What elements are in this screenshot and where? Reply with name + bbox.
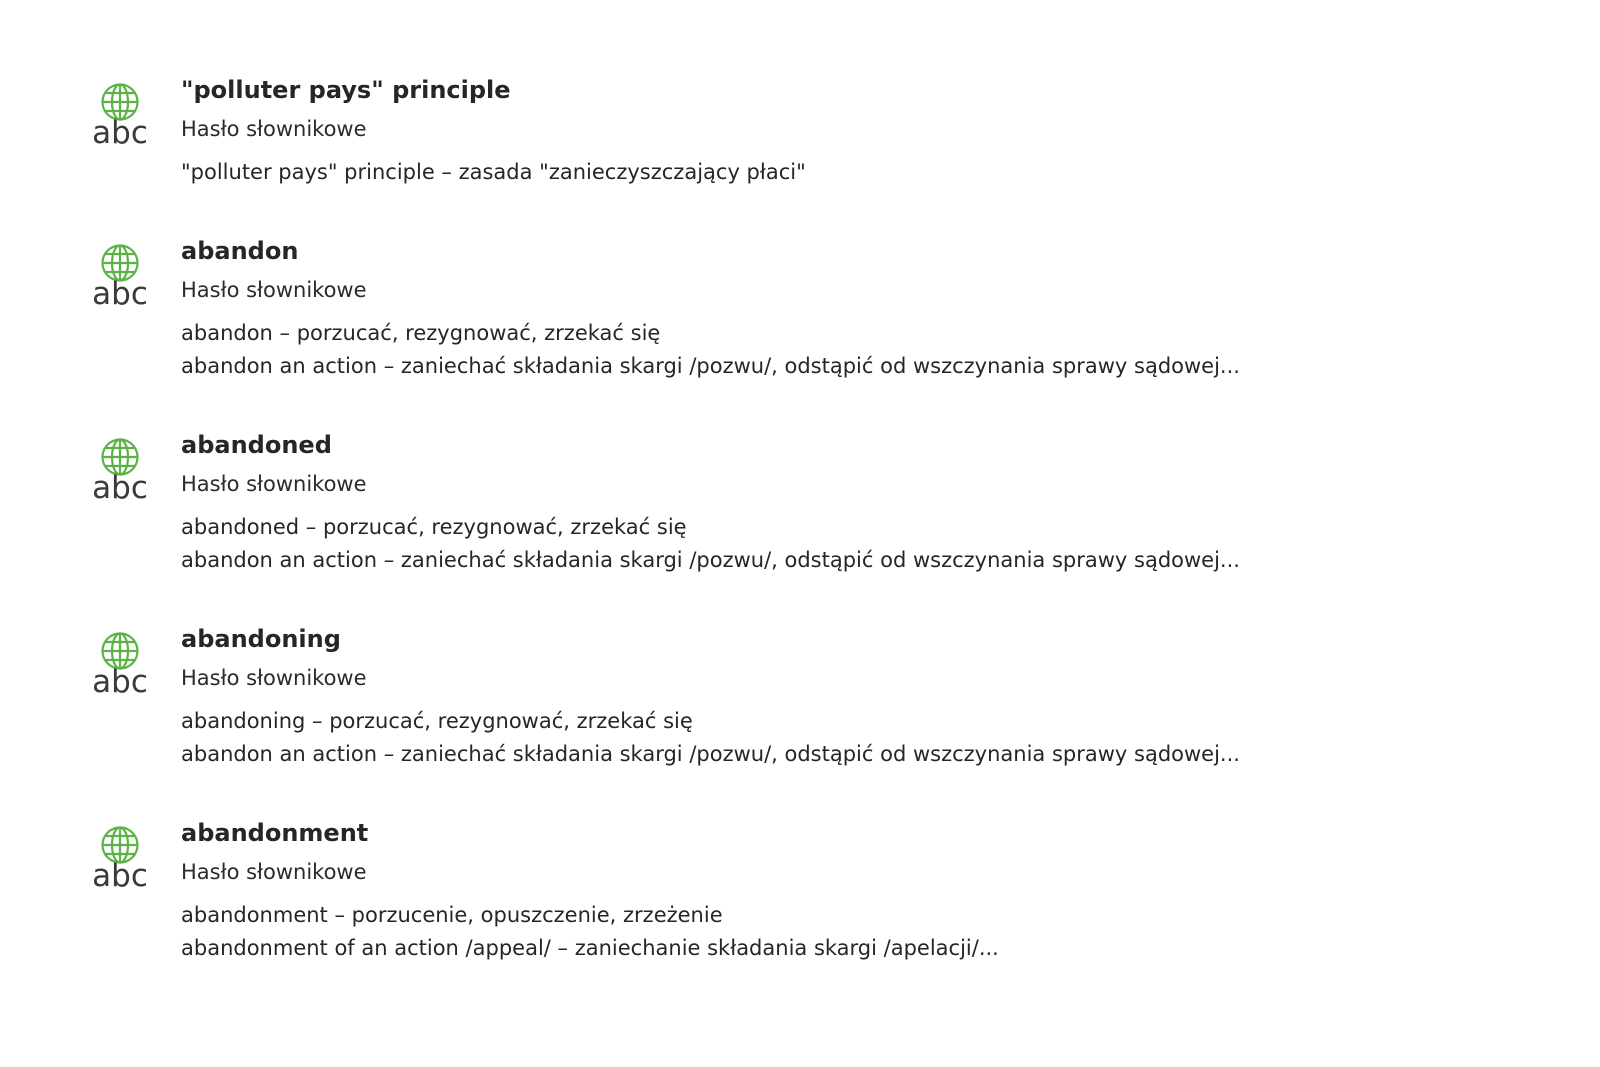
snippet-line: abandonment – porzucenie, opuszczenie, zrzeżenie (181, 903, 723, 927)
abc-icon-label: abc (92, 470, 148, 506)
entry-snippet (181, 705, 1532, 771)
abc-icon-label: abc (92, 276, 148, 312)
snippet-line: abandonment of an action /appeal/ – zaniechanie składania skargi /apelacji/... (181, 936, 999, 960)
list-item (92, 621, 1532, 815)
dictionary-entry-icon (92, 631, 148, 701)
entry-title-link[interactable]: abandon (181, 237, 299, 265)
entry-type-label: Hasło słownikowe (181, 117, 367, 141)
snippet-line: abandoning – porzucać, rezygnować, zrzekać się (181, 709, 693, 733)
entry-type-label: Hasło słownikowe (181, 860, 367, 884)
dictionary-entry-icon (92, 243, 148, 313)
snippet-line: abandon an action – zaniechać składania skargi /pozwu/, odstąpić od wszczynania sprawy sądowej... (181, 354, 1240, 378)
list-item (92, 72, 1532, 233)
abc-icon-label: abc (92, 664, 148, 700)
snippet-line: "polluter pays" principle – zasada "zanieczyszczający płaci" (181, 160, 806, 184)
dictionary-entry-icon (92, 437, 148, 507)
entry-title-link[interactable]: abandoned (181, 431, 332, 459)
entry-type-label: Hasło słownikowe (181, 472, 367, 496)
entry-snippet (181, 156, 1532, 189)
entry-snippet (181, 317, 1532, 383)
list-item (92, 427, 1532, 621)
search-results-list (92, 72, 1532, 1009)
dictionary-entry-icon (92, 82, 148, 152)
entry-type-label: Hasło słownikowe (181, 666, 367, 690)
abc-icon-label: abc (92, 115, 148, 151)
entry-type-label: Hasło słownikowe (181, 278, 367, 302)
dictionary-entry-icon (92, 825, 148, 895)
entry-body (181, 427, 1532, 577)
snippet-line: abandoned – porzucać, rezygnować, zrzekać się (181, 515, 687, 539)
entry-snippet (181, 511, 1532, 577)
entry-title-link[interactable]: abandoning (181, 625, 341, 653)
list-item (92, 233, 1532, 427)
snippet-line: abandon an action – zaniechać składania skargi /pozwu/, odstąpić od wszczynania sprawy sądowej... (181, 742, 1240, 766)
entry-body (181, 233, 1532, 383)
entry-title-link[interactable]: "polluter pays" principle (181, 76, 511, 104)
list-item (92, 815, 1532, 1009)
entry-body (181, 815, 1532, 965)
entry-body (181, 621, 1532, 771)
entry-title-link[interactable]: abandonment (181, 819, 369, 847)
entry-body (181, 72, 1532, 189)
entry-snippet (181, 899, 1532, 965)
snippet-line: abandon an action – zaniechać składania skargi /pozwu/, odstąpić od wszczynania sprawy sądowej... (181, 548, 1240, 572)
abc-icon-label: abc (92, 858, 148, 894)
snippet-line: abandon – porzucać, rezygnować, zrzekać się (181, 321, 661, 345)
